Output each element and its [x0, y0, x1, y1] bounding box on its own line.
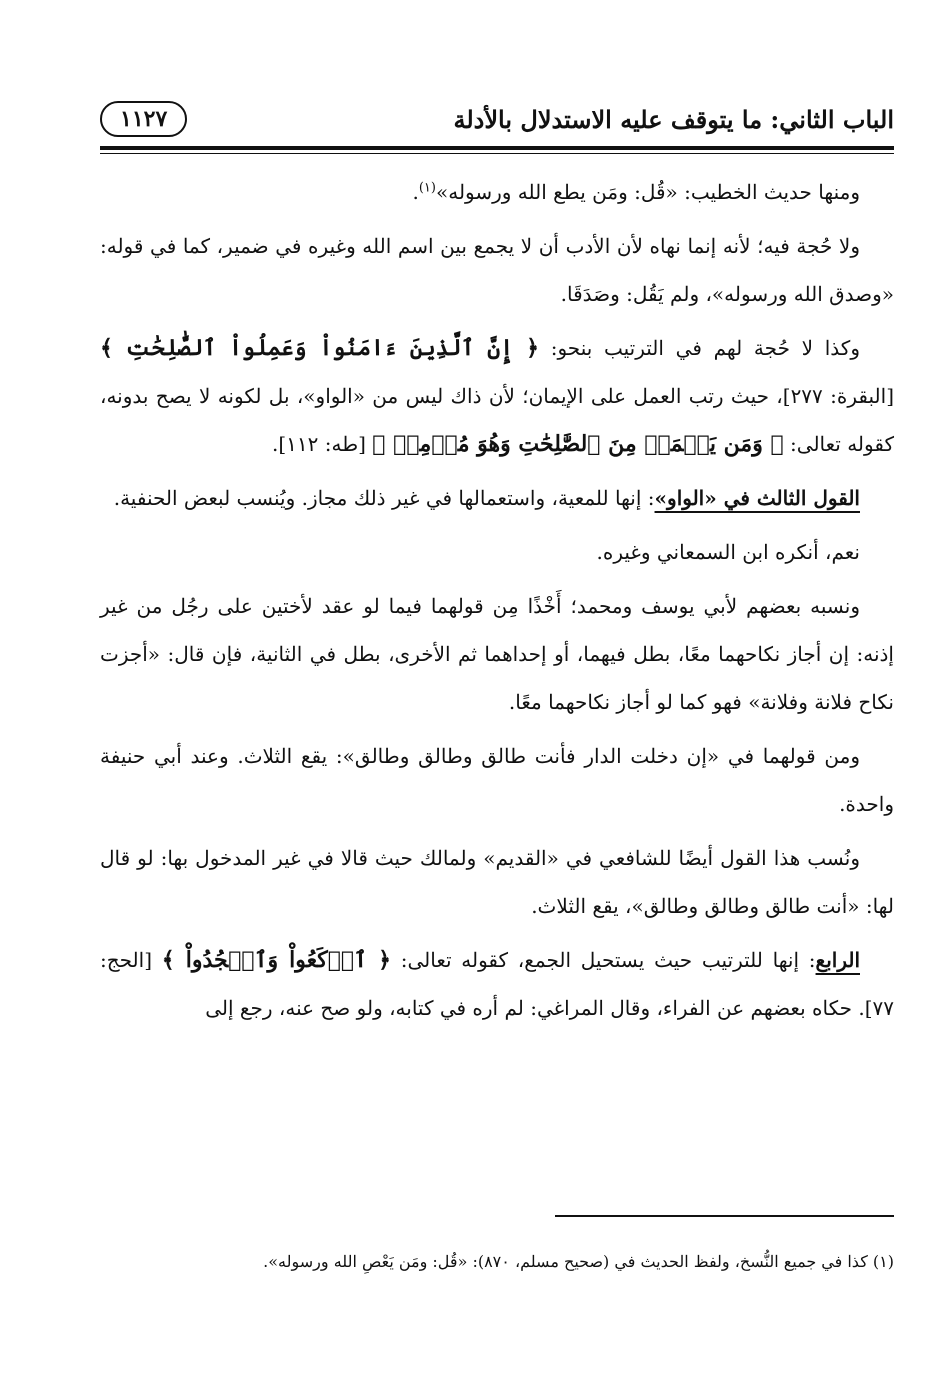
paragraph-text: [الحج: ٧٧]. حكاه بعضهم عن الفراء، وقال المراغي: لم أره في كتابه، ولو صح عنه، رجع إلى [100, 948, 894, 1020]
paragraph-p2 [100, 222, 894, 318]
header-rule-thin [100, 153, 894, 154]
paragraph-p7 [100, 732, 894, 828]
paragraph-text: نعم، أنكره ابن السمعاني وغيره. [596, 540, 860, 564]
paragraph-text: [طه: ١١٢]. [271, 432, 373, 456]
paragraph-text: ونسبه بعضهم لأبي يوسف ومحمد؛ أَخْذًا مِن قولهما فيما لو عقد لأختين على رجُل من غير إذنه: إن أجاز نكاحهما معًا، بطل فيهما، أو إحداهما ثم الأخرى، بطل في الثانية، فإن قال: «أجزت نكاح فلانة وفلانة» فهو كما لو أجاز نكاحهما معًا. [100, 594, 894, 714]
quran-verse: ﴿ إِنَّ ٱلَّذِينَ ءَامَنُواْ وَعَمِلُواْ ٱلصَّٰلِحَٰتِ ﴾ [100, 335, 539, 361]
quran-verse: ﴿ وَمَن يَعۡمَلۡ مِنَ ٱلصَّٰلِحَٰتِ وَهُوَ مُؤۡمِنٞ ﴾ [372, 431, 784, 457]
footnote-separator [555, 1215, 894, 1217]
paragraph-text: ونُسب هذا القول أيضًا للشافعي في «القديم» ولمالك حيث قالا في غير المدخول بها: لو قال لها: «أنت طالق وطالق وطالق»، يقع الثلاث. [100, 846, 894, 918]
footnote-reference: (١) [418, 180, 436, 196]
paragraph-p9 [100, 936, 894, 1032]
paragraph-text: ومن قولهما في «إن دخلت الدار فأنت طالق وطالق وطالق»: يقع الثلاث. وعند أبي حنيفة واحدة. [100, 744, 894, 816]
paragraph-p8 [100, 834, 894, 930]
footnote: (١) كذا في جميع النُّسخ، ولفظ الحديث في (صحيح مسلم، ٨٧٠): «قُل: ومَن يَعْصِ الله ورسوله». [263, 1252, 894, 1271]
paragraph-text: وكذا لا حُجة لهم في الترتيب بنحو: [539, 336, 860, 360]
header-rule-thick [100, 146, 894, 150]
paragraph-text: ومنها حديث الخطيب: «قُل: ومَن يطع الله ورسوله» [435, 180, 860, 204]
page-body [100, 168, 894, 1038]
chapter-title: الباب الثاني: ما يتوقف عليه الاستدلال بالأدلة [453, 104, 894, 134]
paragraph-text: : إنها للمعية، واستعمالها في غير ذلك مجاز. ويُنسب لبعض الحنفية. [113, 486, 655, 510]
paragraph-p6 [100, 582, 894, 726]
paragraph-p5 [100, 528, 894, 576]
paragraph-text: ولا حُجة فيه؛ لأنه إنما نهاه لأن الأدب أن لا يجمع بين اسم الله وغيره في ضمير، كما في قوله: «وصدق الله ورسوله»، ولم يَقُل: وصَدَقَا. [100, 234, 894, 306]
section-term: القول الثالث في «الواو» [654, 486, 860, 510]
section-term: الرابع [815, 948, 860, 972]
paragraph-text: . [412, 180, 419, 204]
page-header [100, 96, 894, 142]
paragraph-text: : إنها للترتيب حيث يستحيل الجمع، كقوله تعالى: [390, 948, 816, 972]
paragraph-text: [البقرة: ٢٧٧]، حيث رتب العمل على الإيمان؛ لأن ذاك ليس من «الواو»، بل لكونه لا يصح بدونه، كقوله تعالى: [100, 384, 894, 456]
quran-verse: ﴿ ٱرۡكَعُواْ وَٱسۡجُدُواْ ﴾ [161, 947, 391, 973]
paragraph-p4 [100, 474, 894, 522]
page-number: ١١٢٧ [100, 101, 187, 137]
paragraph-p1 [100, 168, 894, 216]
paragraph-p3 [100, 324, 894, 468]
